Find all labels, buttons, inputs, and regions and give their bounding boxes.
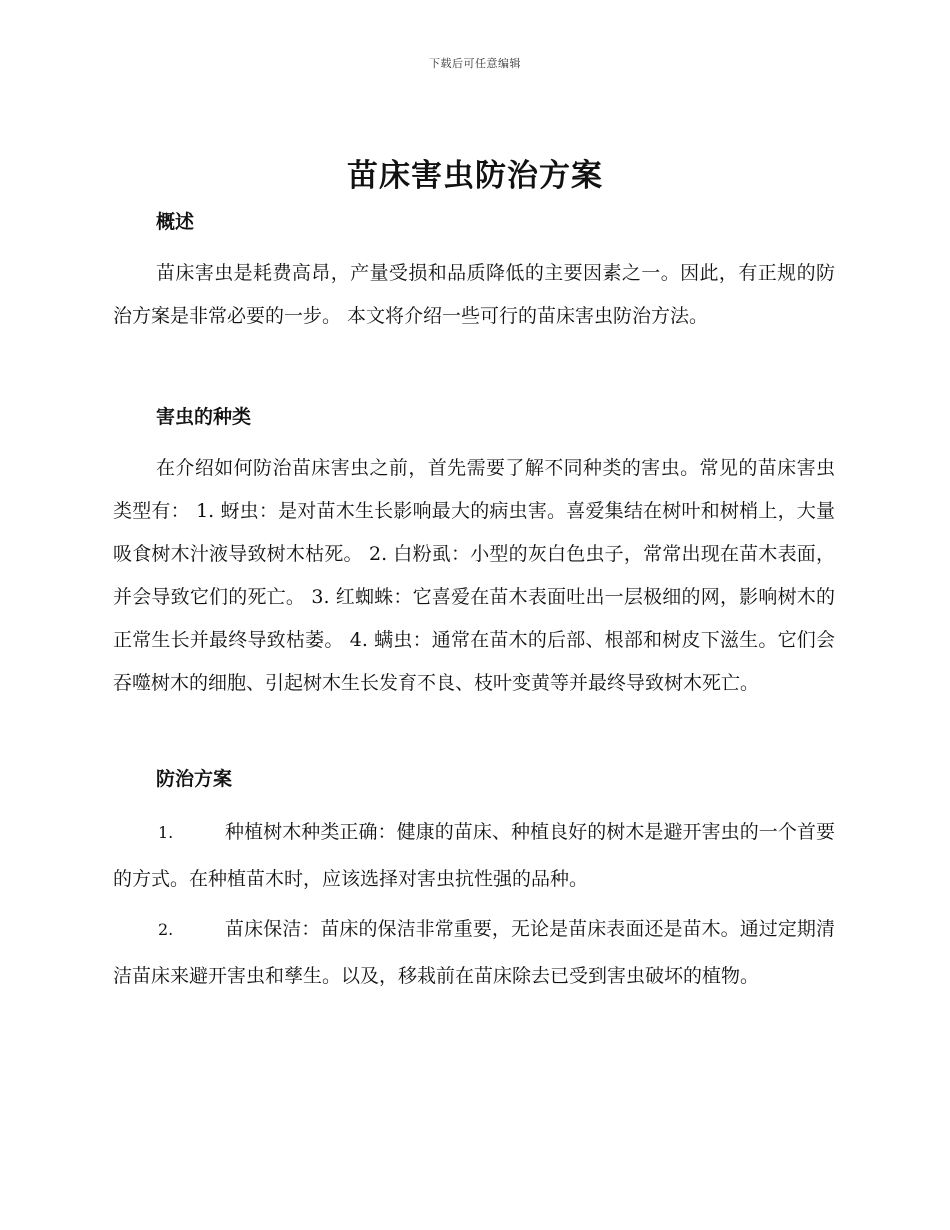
list-number: 1. <box>158 823 174 842</box>
control-plan-item <box>113 809 835 903</box>
control-plan-item <box>113 906 835 1000</box>
pest-types-paragraph: 在介绍如何防治苗床害虫之前，首先需要了解不同种类的害虫。常见的苗床害虫类型有： 1. 蚜虫：是对苗木生长影响最大的病虫害。喜爱集结在树叶和树梢上，大量吸食树木汁液导致树木枯死。 2. 白粉虱：小型的灰白色虫子，常常出现在苗木表面，并会导致它们的死亡。 3. 红蜘蛛：它喜爱在苗木表面吐出一层极细的网，影响树木的正常生长并最终导致枯萎。 4. 螨虫：通常在苗木的后部、根部和树皮下滋生。它们会吞噬树木的细胞、引起树木生长发育不良、枝叶变黄等并最终导致树木死亡。 <box>113 457 835 694</box>
header-note: 下载后可任意编辑 <box>429 57 521 70</box>
list-item-text: 苗床保洁：苗床的保洁非常重要，无论是苗床表面还是苗木。通过定期清洁苗床来避开害虫和孳生。以及，移栽前在苗床除去已受到害虫破坏的植物。 <box>113 918 835 987</box>
list-number: 2. <box>158 920 174 939</box>
overview-paragraph: 苗床害虫是耗费高昂，产量受损和品质降低的主要因素之一。因此，有正规的防治方案是非常必要的一步。 本文将介绍一些可行的苗床害虫防治方法。 <box>113 262 835 327</box>
list-item-text: 种植树木种类正确：健康的苗床、种植良好的树木是避开害虫的一个首要的方式。在种植苗木时，应该选择对害虫抗性强的品种。 <box>113 821 835 890</box>
document-title: 苗床害虫防治方案 <box>347 158 603 194</box>
section-heading-pest-types: 害虫的种类 <box>156 406 252 428</box>
section-heading-control-plan: 防治方案 <box>156 768 233 790</box>
section-heading-overview: 概述 <box>156 211 195 233</box>
